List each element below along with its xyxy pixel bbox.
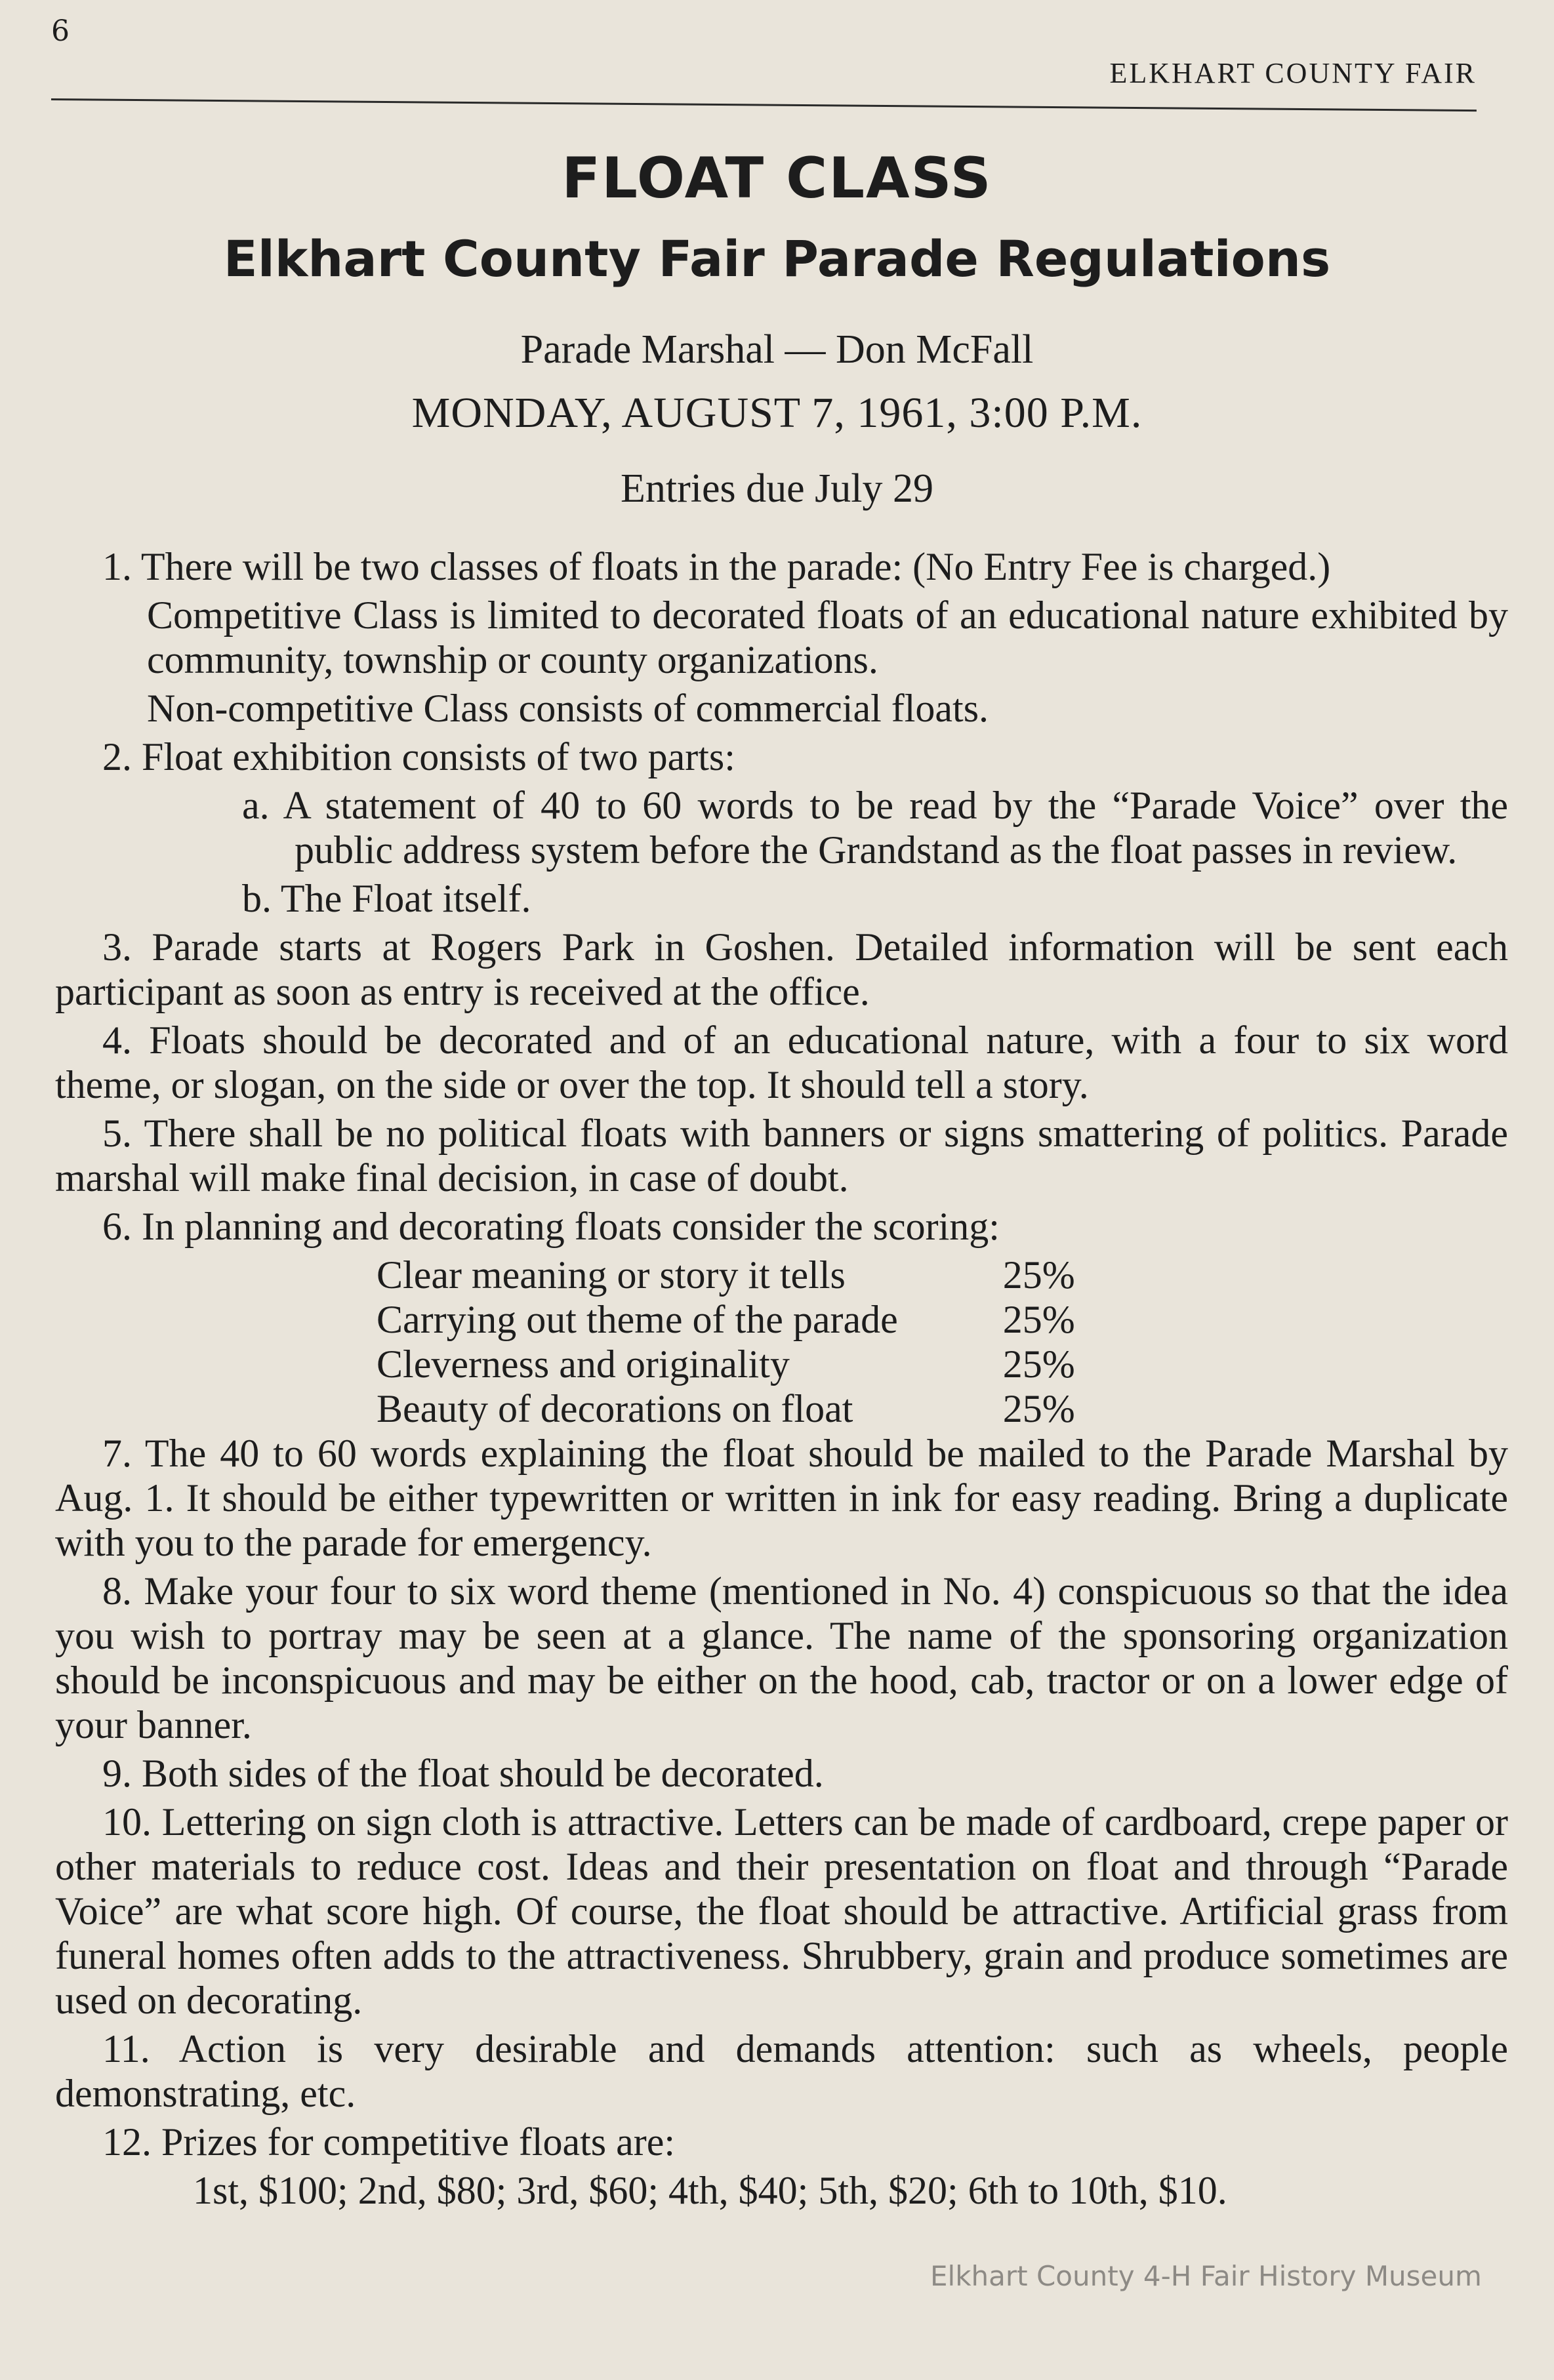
scoring-criterion: Carrying out theme of the parade — [377, 1298, 898, 1341]
parade-marshal: Parade Marshal — Don McFall — [520, 327, 1034, 372]
scoring-criterion: Cleverness and originality — [377, 1342, 790, 1386]
entries-due: Entries due July 29 — [621, 466, 933, 511]
rule-5: 5. There shall be no political floats with banners or signs smattering of politics. Parade marshal will make final decision, in case of doubt. — [55, 1112, 1508, 1200]
scoring-percent: 25% — [1002, 1253, 1075, 1297]
scoring-percent: 25% — [1002, 1298, 1075, 1341]
rule-10: 10. Lettering on sign cloth is attractive. Letters can be made of cardboard, crepe paper or other materials to reduce cost. Ideas and their presentation on float and through “Parade Voice” are what score high. Of course, the float should be attractive. Artificial grass from funeral homes often adds to the attractiveness. Shrubbery, grain and produce sometimes are used on decorating. — [55, 1800, 1508, 2022]
header-rule — [51, 98, 1477, 111]
rule-3: 3. Parade starts at Rogers Park in Goshen. Detailed information will be sent each participant as soon as entry is received at the office. — [55, 925, 1508, 1013]
rule-2b: b. The Float itself. — [242, 877, 531, 920]
page-number: 6 — [51, 14, 70, 48]
rule-11: 11. Action is very desirable and demands attention: such as wheels, people demonstrating, etc. — [55, 2027, 1508, 2115]
scoring-percent: 25% — [1002, 1387, 1075, 1430]
rule-1: 1. There will be two classes of floats in the parade: (No Entry Fee is charged.) — [102, 545, 1331, 588]
scoring-row — [377, 1342, 1075, 1386]
rule-6: 6. In planning and decorating floats consider the scoring: — [102, 1205, 1000, 1248]
parade-date: MONDAY, AUGUST 7, 1961, 3:00 P.M. — [411, 389, 1143, 437]
scoring-row — [377, 1297, 1075, 1342]
rule-4: 4. Floats should be decorated and of an educational nature, with a four to six word theme, or slogan, on the side or over the top. It should tell a story. — [55, 1019, 1508, 1106]
rule-2: 2. Float exhibition consists of two parts: — [102, 735, 735, 778]
rule-12-prizes: 1st, $100; 2nd, $80; 3rd, $60; 4th, $40; 5th, $20; 6th to 10th, $10. — [193, 2169, 1227, 2212]
running-head: ELKHART COUNTY FAIR — [1109, 57, 1477, 89]
rule-7: 7. The 40 to 60 words explaining the float should be mailed to the Parade Marshal by Aug. 1. It should be either typewritten or written in ink for easy reading. Bring a duplicate with you to the parade for emergency. — [55, 1432, 1508, 1564]
rule-12: 12. Prizes for competitive floats are: — [102, 2120, 676, 2164]
rule-8: 8. Make your four to six word theme (mentioned in No. 4) conspicuous so that the idea you wish to portray may be seen at a glance. The name of the sponsoring organization should be inconspicuous and may be either on the hood, cab, tractor or on a lower edge of your banner. — [55, 1569, 1508, 1746]
rule-2a: a. A statement of 40 to 60 words to be read by the “Parade Voice” over the public address system before the Grandstand as the float passes in review. — [242, 784, 1508, 872]
scoring-row — [377, 1253, 1075, 1297]
scoring-criterion: Beauty of decorations on float — [377, 1387, 853, 1430]
rule-1-competitive: Competitive Class is limited to decorated floats of an educational nature exhibited by community, township or county organizations. — [147, 594, 1508, 681]
page-title: FLOAT CLASS — [562, 146, 992, 211]
regulations-body — [55, 544, 1508, 2217]
scoring-table — [377, 1253, 1075, 1431]
museum-watermark: Elkhart County 4-H Fair History Museum — [930, 2260, 1482, 2292]
rule-1-noncompetitive: Non-competitive Class consists of commercial floats. — [147, 687, 989, 730]
scoring-criterion: Clear meaning or story it tells — [377, 1253, 846, 1297]
scoring-percent: 25% — [1002, 1342, 1075, 1386]
rule-9: 9. Both sides of the float should be decorated. — [102, 1752, 824, 1795]
page-subtitle: Elkhart County Fair Parade Regulations — [223, 230, 1331, 288]
scoring-row — [377, 1386, 1075, 1431]
